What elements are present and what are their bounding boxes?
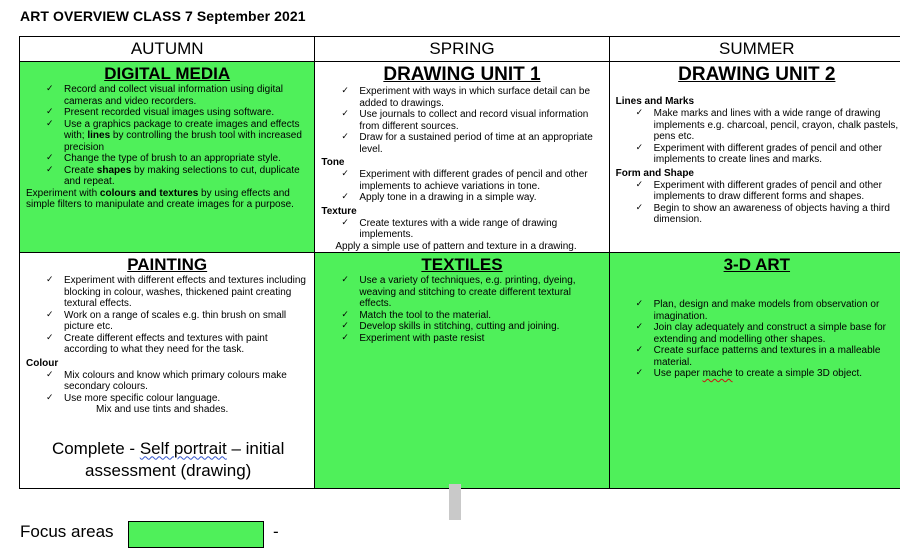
painting-title: PAINTING xyxy=(127,255,208,274)
term-summer: SUMMER xyxy=(609,37,900,62)
painting-list-b xyxy=(26,370,310,405)
item-text: Use a graphics package to create images and effects with; xyxy=(64,118,300,141)
list-item: ✓ Join clay adequately and construct a simple base for extending and modelling other shapes. xyxy=(616,322,900,345)
cell-painting xyxy=(20,253,315,489)
list-item xyxy=(26,165,310,188)
focus-color-swatch xyxy=(128,521,264,548)
drawing-1-list-b xyxy=(321,169,604,204)
cell-textiles xyxy=(315,253,609,489)
digital-media-paragraph xyxy=(26,188,310,211)
list-item: ✓ Match the tool to the material. xyxy=(321,310,604,322)
list-item: ✓ Work on a range of scales e.g. thin brush on small picture etc. xyxy=(26,310,310,333)
term-autumn: AUTUMN xyxy=(20,37,315,62)
item-text: Use paper xyxy=(653,368,703,379)
form-and-shape-heading: Form and Shape xyxy=(615,167,694,179)
textiles-title: TEXTILES xyxy=(421,255,503,274)
item-text: Create xyxy=(64,164,95,176)
painting-indent-line: Mix and use tints and shades. xyxy=(96,404,229,415)
list-item: ✓ Mix colours and know which primary colours make secondary colours. xyxy=(26,370,310,393)
item-text: by controlling the brush tool with increased precision xyxy=(64,130,302,153)
note-text: Complete - xyxy=(51,438,140,458)
item-misspelled-text: mache xyxy=(702,368,733,379)
cell-drawing-unit-2 xyxy=(609,62,900,253)
digital-media-title: DIGITAL MEDIA xyxy=(104,64,231,83)
list-item: ✓ Experiment with ways in which surface detail can be added to drawings. xyxy=(321,86,604,109)
term-spring: SPRING xyxy=(315,37,609,62)
list-item xyxy=(26,119,310,154)
document-title: ART OVERVIEW CLASS 7 September 2021 xyxy=(20,8,306,24)
list-item: ✓ Change the type of brush to an appropriate style. xyxy=(26,153,310,165)
list-item: ✓ Create different effects and textures with paint according to what they need for the task. xyxy=(26,333,310,356)
item-bold: lines xyxy=(87,130,111,141)
drawing-2-list-a xyxy=(616,108,900,166)
list-item: ✓ Experiment with different effects and textures including blocking in colour, washes, thickened paint creating textural effects. xyxy=(26,275,310,310)
list-item: ✓ Record and collect visual information using digital cameras and video recorders. xyxy=(26,84,310,107)
cell-digital-media xyxy=(20,62,315,253)
digital-media-list xyxy=(26,84,310,188)
list-item: ✓ Present recorded visual images using software. xyxy=(26,107,310,119)
3d-art-title: 3-D ART xyxy=(723,255,791,274)
drawing-2-list-b xyxy=(616,180,900,226)
drawing-1-final-line: Apply a simple use of pattern and texture in a drawing. xyxy=(335,240,577,252)
list-item: ✓ Develop skills in stitching, cutting and joining. xyxy=(321,321,604,333)
cell-drawing-unit-1 xyxy=(315,62,609,253)
lines-and-marks-heading: Lines and Marks xyxy=(615,96,694,107)
list-item: ✓ Plan, design and make models from observation or imagination. xyxy=(616,299,900,322)
drawing-unit-1-title: DRAWING UNIT 1 xyxy=(383,64,541,85)
list-item xyxy=(616,368,900,380)
list-item: ✓ Experiment with different grades of pencil and other implements to draw different forms and shapes. xyxy=(616,180,900,203)
drawing-1-list-a xyxy=(321,86,604,155)
list-item: ✓ Use more specific colour language. xyxy=(26,393,310,405)
overview-table xyxy=(19,36,900,489)
item-text: by making selections to cut, duplicate and repeat. xyxy=(64,164,300,187)
para-text: Experiment with xyxy=(26,187,100,199)
para-text: by using effects and simple filters to manipulate and create images for a purpose. xyxy=(26,187,294,210)
focus-areas-label: Focus areas xyxy=(20,522,114,541)
cell-3d-art xyxy=(609,253,900,489)
list-item: ✓ Create textures with a wide range of drawing implements. xyxy=(321,218,604,241)
item-bold: shapes xyxy=(96,164,132,176)
drawing-1-list-c xyxy=(321,218,604,241)
scrollbar-thumb[interactable] xyxy=(449,484,461,520)
painting-list-a xyxy=(26,275,310,356)
3d-art-list xyxy=(616,299,900,380)
list-item: ✓ Use a variety of techniques, e.g. printing, dyeing, weaving and stitching to create different textural effects. xyxy=(321,275,604,310)
textiles-list xyxy=(321,275,604,344)
item-text: to create a simple 3D object. xyxy=(732,368,863,379)
list-item: ✓ Draw for a sustained period of time at an appropriate level. xyxy=(321,132,604,155)
self-portrait-text: Self portrait xyxy=(139,438,227,458)
colour-heading: Colour xyxy=(26,357,59,369)
para-bold: colours and textures xyxy=(99,187,199,199)
list-item: ✓ Experiment with different grades of pencil and other implements to create lines and marks. xyxy=(616,143,900,166)
term-header-row xyxy=(20,37,900,62)
list-item: ✓ Use journals to collect and record visual information from different sources. xyxy=(321,109,604,132)
list-item: ✓ Create surface patterns and textures in a malleable material. xyxy=(616,345,900,368)
list-item: ✓ Make marks and lines with a wide range of drawing implements e.g. charcoal, pencil, crayon, chalk pastels, pens etc. xyxy=(616,108,900,143)
note-text: – initial assessment (drawing) xyxy=(85,438,285,480)
focus-dash: - xyxy=(273,522,279,541)
texture-heading: Texture xyxy=(321,205,357,217)
assessment-note xyxy=(26,438,310,482)
list-item: ✓ Begin to show an awareness of objects having a third dimension. xyxy=(616,203,900,226)
list-item: ✓ Experiment with paste resist xyxy=(321,333,604,345)
drawing-unit-2-title: DRAWING UNIT 2 xyxy=(678,64,836,85)
list-item: ✓ Apply tone in a drawing in a simple way. xyxy=(321,192,604,204)
tone-heading: Tone xyxy=(321,157,345,168)
list-item: ✓ Experiment with different grades of pencil and other implements to achieve variations in tone. xyxy=(321,169,604,192)
